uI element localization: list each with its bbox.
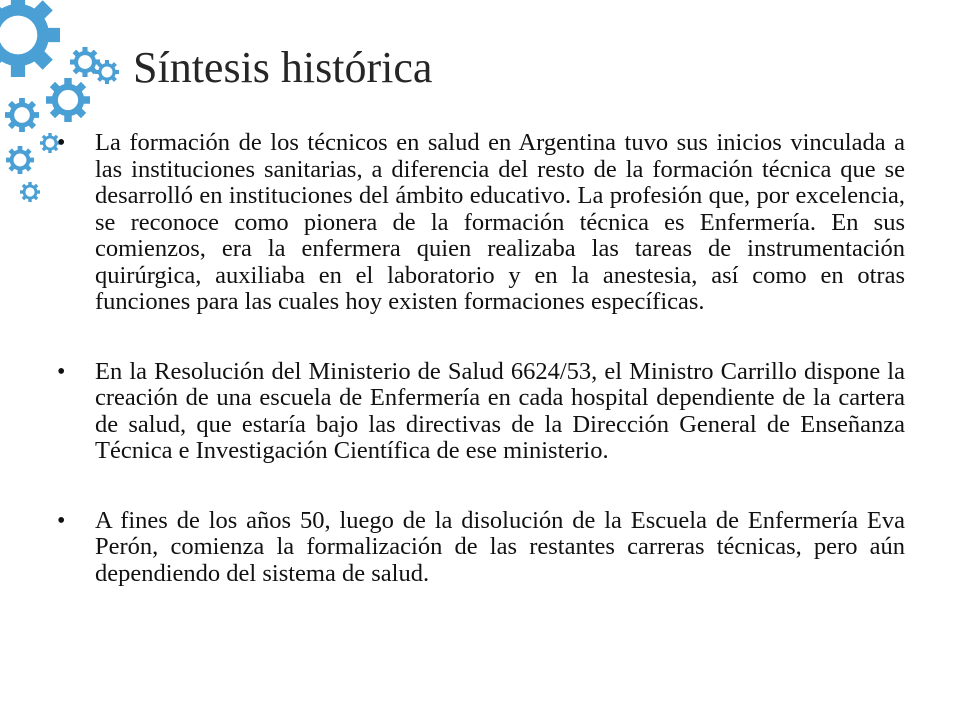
slide-title: Síntesis histórica	[133, 43, 433, 92]
bullet-list	[95, 130, 905, 630]
bullet-item: • A fines de los años 50, luego de la disolución de la Escuela de Enfermería Eva Perón, comienza la formalización de las restantes carreras técnicas, pero aún dependiendo del sistema de salud.	[95, 508, 905, 588]
bullet-item: • La formación de los técnicos en salud en Argentina tuvo sus inicios vinculada a las instituciones sanitarias, a diferencia del resto de la formación técnica que se desarrolló en instituciones del ámbito educativo. La profesión que, por excelencia, se reconoce como pionera de la formación técnica es Enfermería. En sus comienzos, era la enfermera quien realizaba las tareas de instrumentación quirúrgica, auxiliaba en el laboratorio y en la anestesia, así como en otras funciones para las cuales hoy existen formaciones específicas.	[95, 130, 905, 316]
bullet-item: • En la Resolución del Ministerio de Salud 6624/53, el Ministro Carrillo dispone la creación de una escuela de Enfermería en cada hospital dependiente de la cartera de salud, que estaría bajo las directivas de la Dirección General de Enseñanza Técnica e Investigación Científica de ese ministerio.	[95, 359, 905, 465]
